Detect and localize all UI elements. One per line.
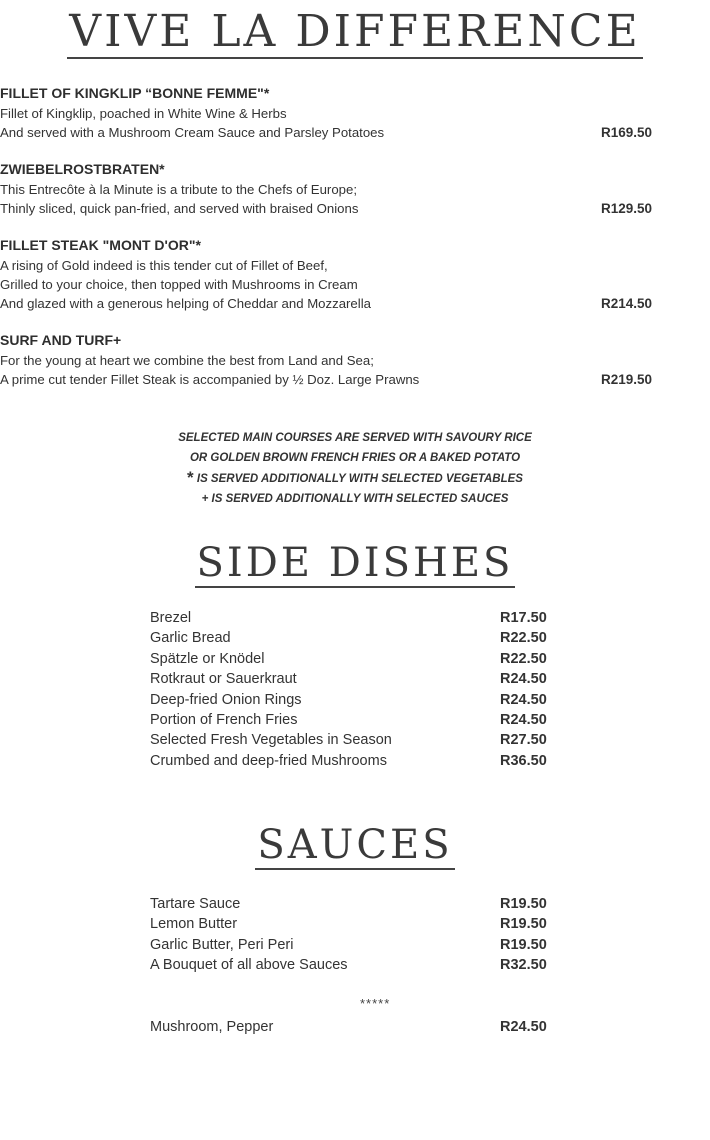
item-price: R32.50: [500, 957, 547, 974]
item-name: Garlic Butter, Peri Peri: [150, 936, 294, 953]
item-price: R22.50: [500, 630, 547, 647]
page-title: [0, 6, 710, 59]
list-item: [150, 669, 550, 689]
note-text: IS SERVED ADDITIONALLY WITH SELECTED VEGETABLES: [196, 473, 523, 485]
item-price: R27.50: [500, 732, 547, 749]
dish-price: R219.50: [600, 372, 652, 387]
dish-description-line: [0, 199, 660, 218]
item-name: Deep-fried Onion Rings: [150, 691, 302, 708]
dish-description-line: A rising of Gold indeed is this tender cut of Fillet of Beef,: [0, 258, 328, 273]
list-item: [150, 751, 550, 771]
note-line: + IS SERVED ADDITIONALLY WITH SELECTED SAUCES: [201, 492, 509, 505]
item-price: R36.50: [500, 752, 547, 769]
list-item: [150, 894, 550, 914]
note-line: SELECTED MAIN COURSES ARE SERVED WITH SAVOURY RICE: [178, 432, 532, 444]
dish-description-line: Grilled to your choice, then topped with Mushrooms in Cream: [0, 277, 358, 292]
separator-stars: *****: [360, 996, 391, 1011]
item-name: Selected Fresh Vegetables in Season: [150, 732, 392, 749]
dish-description-line: Fillet of Kingklip, poached in White Wine & Herbs: [0, 106, 287, 121]
serving-notes: [0, 429, 710, 509]
item-price: R24.50: [500, 711, 547, 728]
sauces-list: [150, 894, 550, 976]
list-item: [150, 628, 550, 648]
asterisk-symbol: *: [187, 468, 194, 487]
dish-description-text: And glazed with a generous helping of Cheddar and Mozzarella: [0, 296, 371, 311]
dish-name: FILLET STEAK "MONT D'OR"*: [0, 237, 201, 253]
dish-name: SURF AND TURF+: [0, 332, 122, 348]
list-item: [150, 914, 550, 934]
list-item: [150, 690, 550, 710]
item-name: Brezel: [150, 610, 192, 626]
dish-price: R129.50: [600, 201, 652, 216]
item-name: A Bouquet of all above Sauces: [150, 957, 348, 974]
dish-price: R169.50: [600, 125, 652, 140]
dish-description-line: [0, 294, 660, 313]
list-item: [150, 649, 550, 669]
list-item: [150, 935, 550, 955]
dish-description-line: [0, 370, 660, 389]
extra-sauce-list: [150, 1017, 550, 1037]
section-title-text: SIDE DISHES: [196, 540, 514, 586]
item-name: Tartare Sauce: [150, 896, 241, 912]
item-name: Mushroom, Pepper: [150, 1019, 274, 1035]
dish-item: [0, 236, 660, 313]
dish-description-text: A prime cut tender Fillet Steak is accompanied by ½ Doz. Large Prawns: [0, 372, 420, 387]
item-price: R19.50: [500, 936, 547, 953]
dish-description-line: [0, 123, 660, 142]
list-item: [150, 710, 550, 730]
dish-item: [0, 160, 660, 218]
section-title-sauces: [0, 822, 710, 870]
list-item: [150, 1017, 550, 1037]
item-price: R24.50: [500, 1019, 547, 1035]
list-item: [150, 608, 550, 628]
page-title-text: VIVE LA DIFFERENCE: [69, 6, 641, 57]
item-price: R17.50: [500, 610, 547, 626]
dish-description-line: For the young at heart we combine the best from Land and Sea;: [0, 353, 374, 368]
list-item: [150, 730, 550, 750]
item-price: R24.50: [500, 691, 547, 708]
item-name: Spätzle or Knödel: [150, 650, 265, 667]
item-name: Lemon Butter: [150, 916, 238, 933]
item-name: Crumbed and deep-fried Mushrooms: [150, 752, 387, 769]
item-name: Garlic Bread: [150, 630, 231, 647]
dish-name: ZWIEBELROSTBRATEN*: [0, 161, 165, 177]
dish-item: [0, 331, 660, 389]
item-price: R24.50: [500, 671, 547, 688]
note-line: OR GOLDEN BROWN FRENCH FRIES OR A BAKED POTATO: [189, 451, 521, 464]
item-price: R19.50: [500, 916, 547, 933]
section-title-side-dishes: [0, 540, 710, 588]
section-title-text: SAUCES: [257, 822, 453, 868]
dish-name: FILLET OF KINGKLIP “BONNE FEMME"*: [0, 85, 270, 101]
dish-item: [0, 84, 660, 142]
item-name: Rotkraut or Sauerkraut: [150, 671, 297, 688]
list-item: [150, 955, 550, 975]
note-line: [0, 468, 710, 490]
dish-price: R214.50: [600, 296, 652, 311]
dish-description-text: And served with a Mushroom Cream Sauce and Parsley Potatoes: [0, 125, 385, 140]
side-dishes-list: [150, 608, 550, 771]
item-name: Portion of French Fries: [150, 711, 298, 728]
item-price: R22.50: [500, 650, 547, 667]
dish-description-text: Thinly sliced, quick pan-fried, and served with braised Onions: [0, 201, 359, 216]
item-price: R19.50: [500, 896, 547, 912]
dish-description-line: This Entrecôte à la Minute is a tribute to the Chefs of Europe;: [0, 182, 357, 197]
